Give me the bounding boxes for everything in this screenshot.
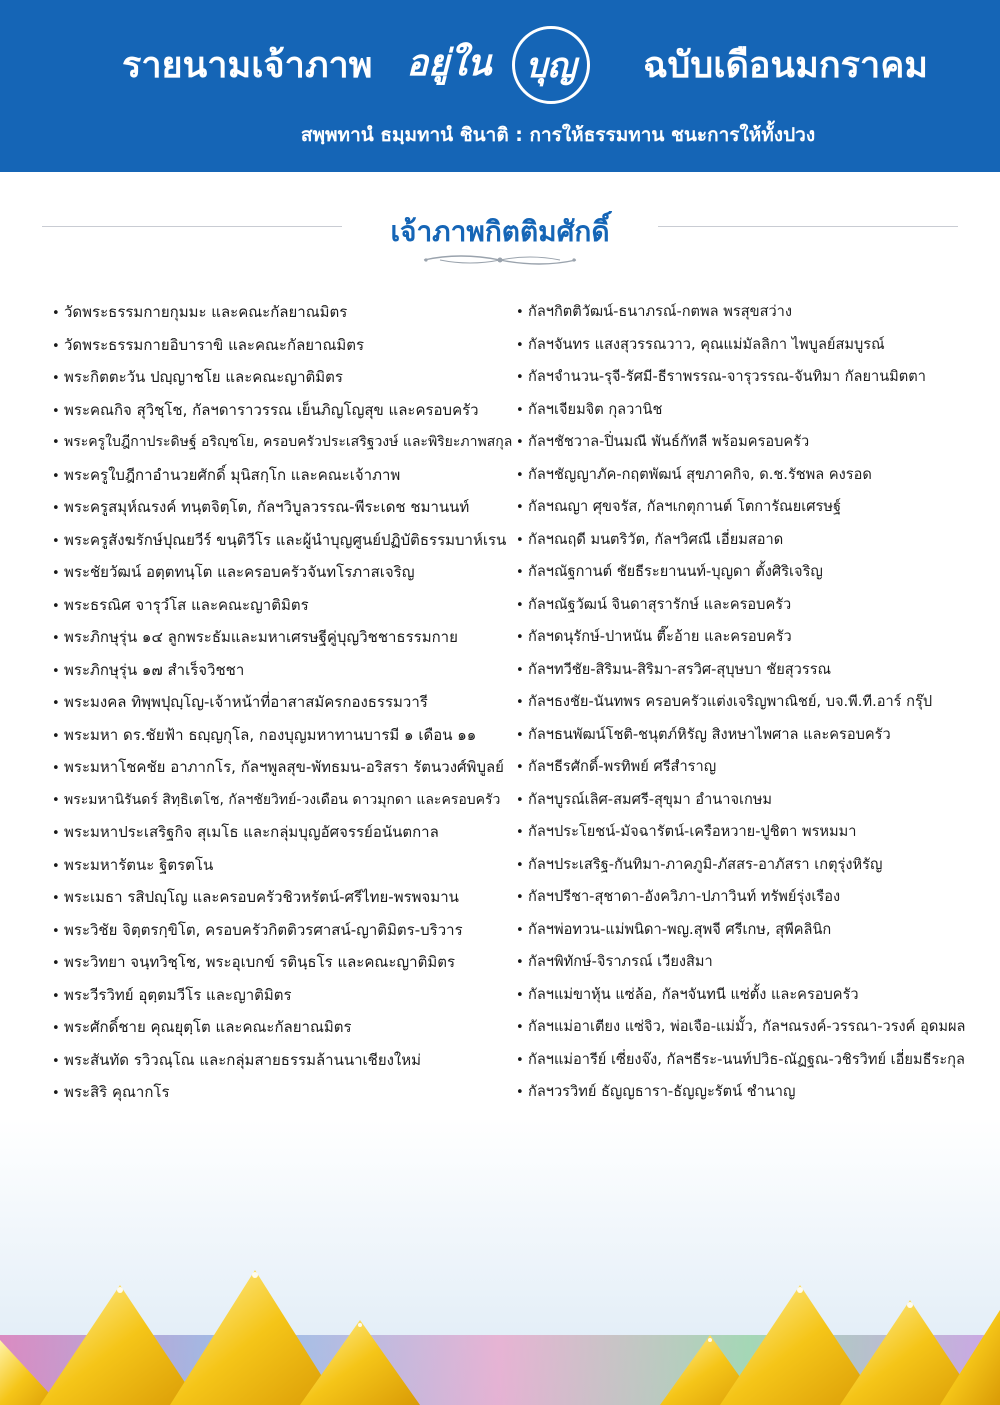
sponsor-right-name: กัลฯธีรศักดิ์-พรทิพย์ ศรีสำราญ	[528, 758, 717, 775]
sponsor-list-left	[52, 296, 514, 1109]
divider-right	[658, 226, 958, 227]
sponsor-right-name: กัลฯชัญญาภัค-กฤตพัฒน์ สุขภาคกิจ, ด.ช.รัชพล คงรอด	[528, 465, 872, 483]
sponsor-left-name: พระครูสมุห์ณรงค์ ทนฺตจิตฺโต, กัลฯวิบูลวรรณ-พีระเดช ชมานนท์	[64, 498, 470, 516]
sponsor-right-name: กัลฯบูรณ์เลิศ-สมศรี-สุขุมา อำนาจเกษม	[528, 790, 773, 808]
sponsor-left-item	[52, 621, 514, 654]
sponsor-right-name: กัลฯชัชวาล-ปิ่นมณี พันธ์กัทลี พร้อมครอบครัว	[528, 433, 810, 450]
sponsor-right-name: กัลฯธงชัย-นันทพร ครอบครัวแต่งเจริญพาณิชย์, บจ.พี.ที.อาร์ กรุ๊ป	[528, 693, 933, 710]
sponsor-left-item	[52, 524, 514, 557]
bullet-icon: •	[52, 631, 60, 646]
sponsor-left-item	[52, 784, 514, 817]
bullet-icon: •	[516, 1020, 524, 1035]
sponsor-right-item	[516, 686, 986, 719]
bullet-icon: •	[52, 533, 60, 549]
bullet-icon: •	[52, 923, 60, 939]
bullet-icon: •	[52, 468, 60, 484]
sponsor-left-name: พระชัยวัฒน์ อตฺตทนฺโต และครอบครัวจันทโรภาสเจริญ	[64, 563, 415, 581]
sponsor-right-name: กัลฯจำนวน-รุจี-รัศมี-ธีราพรรณ-จารุวรรณ-จันทิมา กัลยานมิตตา	[528, 368, 926, 385]
sponsor-left-name: พระศักดิ์ชาย คุณยุตฺโต และคณะกัลยาณมิตร	[64, 1018, 352, 1036]
ornament-flourish-icon	[420, 252, 580, 268]
sponsor-left-item	[52, 296, 514, 329]
sponsor-left-item	[52, 654, 514, 687]
sponsor-left-name: พระมงคล ทิพฺพปุญฺโญ-เจ้าหน้าที่อาสาสมัครกองธรรมวารี	[64, 693, 428, 711]
sponsor-right-name: กัลฯดนุรักษ์-ปาหนัน ตี๊ะอ้าย และครอบครัว	[528, 628, 792, 645]
sponsor-right-name: กัลฯณัฐกานต์ ชัยธีระยานนท์-บุญดา ตั้งศิริเจริญ	[528, 563, 823, 580]
bullet-icon: •	[52, 371, 60, 386]
sponsor-right-item	[516, 816, 986, 849]
bullet-icon: •	[52, 1086, 60, 1101]
sponsor-left-item	[52, 1011, 514, 1044]
sponsor-left-item	[52, 686, 514, 719]
sponsor-right-item	[516, 1011, 986, 1044]
sponsor-right-item	[516, 426, 986, 459]
sponsor-left-name: พระมหาโชคชัย อาภากโร, กัลฯพูลสุข-พัทธมน-อริสรา รัตนวงศ์พิบูลย์	[64, 758, 504, 776]
bullet-icon: •	[516, 370, 524, 385]
bullet-icon: •	[516, 467, 524, 483]
sponsor-left-item	[52, 751, 514, 784]
sponsor-right-name: กัลฯเจียมจิต กุลวานิช	[528, 400, 663, 418]
sponsor-left-name: พระเมธา รสิปญฺโญ และครอบครัวชิวหรัตน์-ศรีไทย-พรพจมาน	[64, 888, 459, 906]
sponsor-left-name: พระวีรวิทย์ อุตฺตมวีโร และญาติมิตร	[64, 985, 292, 1004]
sponsor-left-item	[52, 589, 514, 622]
sponsor-left-name: พระสันทัด รวิวณฺโณ และกลุ่มสายธรรมล้านนาเชียงใหม่	[64, 1050, 422, 1069]
bullet-icon: •	[516, 500, 524, 515]
bullet-icon: •	[52, 891, 60, 906]
logo	[390, 22, 600, 108]
sponsor-right-name: กัลฯประเสริฐ-กันทิมา-ภาคภูมิ-ภัสสร-อาภัสรา เกตุรุ่งหิรัญ	[528, 855, 883, 873]
sponsor-left-name: พระมหาประเสริฐกิจ สุเมโธ และกลุ่มบุญอัศจรรย์อนันตกาล	[64, 823, 439, 841]
sponsor-left-name: พระวิชัย จิตฺตรกฺขิโต, ครอบครัวกิตติวรศาสน์-ญาติมิตร-บริวาร	[64, 920, 463, 939]
sponsor-right-item	[516, 394, 986, 427]
sponsor-right-item	[516, 946, 986, 979]
sponsor-left-item	[52, 914, 514, 947]
sponsor-right-name: กัลฯณฤดี มนตริวัต, กัลฯวิศณี เอี่ยมสอาด	[528, 530, 784, 548]
sponsor-left-name: พระกิตตะวัน ปญฺญาชโย และคณะญาติมิตร	[64, 368, 343, 386]
bullet-icon: •	[516, 955, 524, 970]
sponsor-right-item	[516, 849, 986, 882]
sponsor-left-item	[52, 816, 514, 849]
sponsor-right-name: กัลฯพิทักษ์-จิราภรณ์ เวียงสิมา	[528, 953, 713, 970]
header-title-right: ฉบับเดือนมกราคม	[643, 45, 929, 86]
bullet-icon: •	[52, 403, 60, 419]
bullet-icon: •	[52, 306, 60, 321]
sponsor-left-item	[52, 979, 514, 1012]
header-banner	[0, 0, 1000, 172]
bullet-icon: •	[516, 402, 524, 418]
header-subtitle: สพฺพทานํ ธมฺมทานํ ชินาติ : การให้ธรรมทาน ชนะการให้ทั้งปวง	[300, 124, 816, 146]
sponsor-right-item	[516, 491, 986, 524]
bullet-icon: •	[52, 501, 60, 516]
bullet-icon: •	[52, 338, 60, 354]
bullet-icon: •	[516, 727, 524, 743]
bullet-icon: •	[516, 890, 524, 905]
bullet-icon: •	[516, 922, 524, 938]
sponsor-left-item	[52, 329, 514, 362]
bullet-icon: •	[516, 630, 524, 645]
bullet-icon: •	[516, 597, 524, 613]
bullet-icon: •	[516, 857, 524, 873]
sponsor-right-name: กัลฯประโยชน์-มัจฉารัตน์-เครือหวาย-ปูชิตา พรหมมา	[528, 823, 857, 840]
sponsor-left-item	[52, 881, 514, 914]
sponsor-left-item	[52, 361, 514, 394]
sponsor-right-name: กัลฯทวีชัย-สิริมน-สิริมา-สรวิศ-สุบุษบา ชัยสุวรรณ	[528, 660, 832, 678]
sponsor-left-item	[52, 719, 514, 752]
sponsor-left-item	[52, 556, 514, 589]
sponsor-left-name: พระคณกิจ สุวิชฺโช, กัลฯดาราวรรณ เย็นภิญโญสุข และครอบครัว	[64, 400, 479, 419]
sponsor-right-item	[516, 329, 986, 362]
sponsor-left-name: พระครูใบฎีกาอำนวยศักดิ์ มุนิสกฺโก และคณะเจ้าภาพ	[64, 465, 401, 484]
sponsor-right-item	[516, 979, 986, 1012]
sponsor-left-item	[52, 1044, 514, 1077]
sponsor-right-item	[516, 751, 986, 784]
sponsor-left-name: พระธรณิศ จารุวํโส และคณะญาติมิตร	[64, 595, 309, 614]
bullet-icon: •	[516, 337, 524, 353]
bullet-icon: •	[52, 858, 60, 874]
sponsor-right-item	[516, 459, 986, 492]
section-title: เจ้าภาพกิตติมศักดิ์	[390, 215, 610, 248]
bullet-icon: •	[516, 305, 524, 320]
bullet-icon: •	[52, 663, 60, 679]
sponsor-left-name: พระครูใบฎีกาประดิษฐ์ อริญฺชโย, ครอบครัวประเสริฐวงษ์ และพิริยะภาพสกุล	[64, 434, 513, 450]
sponsor-left-name: วัดพระธรรมกายอิบาราขิ และคณะกัลยาณมิตร	[64, 335, 365, 354]
sponsor-left-item	[52, 1076, 514, 1109]
sponsor-left-name: พระวิทยา จนฺทวิชฺโช, พระอุเบกข์ รตินฺธโร และคณะญาติมิตร	[64, 953, 456, 971]
sponsor-left-name: พระมหา ดร.ชัยฟ้า ธญฺญกุโล, กองบุญมหาทานบารมี ๑ เดือน ๑๑	[64, 725, 477, 744]
sponsor-left-item	[52, 491, 514, 524]
sponsor-right-name: กัลฯแม่อาเตียง แซ่จิว, พ่อเจือ-แม่มั้ว, กัลฯณรงค์-วรรณา-วรงค์ อุดมผล	[528, 1018, 966, 1035]
sponsor-left-name: วัดพระธรรมกายกุมมะ และคณะกัลยาณมิตร	[64, 303, 348, 321]
bullet-icon: •	[516, 565, 524, 580]
bullet-icon: •	[516, 695, 524, 710]
logo-text-2: บุญ	[525, 46, 577, 86]
sponsor-right-item	[516, 1076, 986, 1109]
bullet-icon: •	[52, 1053, 60, 1069]
sponsor-right-name: กัลฯปรีชา-สุชาดา-อังควิภา-ปภาวินท์ ทรัพย์รุ่งเรือง	[528, 888, 841, 905]
bullet-icon: •	[52, 1021, 60, 1036]
bullet-icon: •	[516, 1052, 524, 1068]
sponsor-right-item	[516, 914, 986, 947]
bullet-icon: •	[52, 826, 60, 841]
bullet-icon: •	[516, 662, 524, 678]
sponsor-left-name: พระภิกษุรุ่น ๑๗ สำเร็จวิชชา	[64, 660, 245, 679]
sponsor-right-name: กัลฯกิตติวัฒน์-ธนาภรณ์-กตพล พรสุขสว่าง	[528, 303, 793, 320]
bullet-icon: •	[52, 956, 60, 971]
sponsor-left-name: พระมหานิรันดร์ สิทฺธิเตโช, กัลฯชัยวิทย์-วงเดือน ดาวมุกดา และครอบครัว	[64, 791, 501, 808]
sponsor-right-item	[516, 1044, 986, 1077]
sponsor-right-item	[516, 654, 986, 687]
bullet-icon: •	[52, 598, 60, 614]
bullet-icon: •	[52, 792, 60, 808]
logo-text-1: อยู่ใน	[406, 42, 492, 84]
sponsor-right-name: กัลฯธนพัฒน์โชติ-ชนุตภ์หิรัญ สิงหษาไพศาล และครอบครัว	[528, 725, 891, 743]
sponsor-right-name: กัลฯแม่อารีย์ เซี่ยงจ๊ง, กัลฯธีระ-นนท์ปวิธ-ณัฏฐณ-วชิรวิทย์ เอี่ยมธีระกุล	[528, 1050, 965, 1068]
sponsor-right-item	[516, 719, 986, 752]
header-title-left: รายนามเจ้าภาพ	[122, 45, 373, 86]
sponsor-right-name: กัลฯแม่ขาหุ้น แซ่ล้อ, กัลฯจันทนี แซ่ตั้ง และครอบครัว	[528, 985, 859, 1003]
bullet-icon: •	[516, 825, 524, 840]
sponsor-right-item	[516, 621, 986, 654]
sponsor-right-name: กัลฯวรวิทย์ ธัญญธารา-ธัญญะรัตน์ ชำนาญ	[528, 1083, 796, 1100]
bullet-icon: •	[516, 435, 524, 450]
bullet-icon: •	[52, 988, 60, 1004]
pagoda-crowd-illustration	[0, 1120, 1000, 1405]
bullet-icon: •	[516, 1085, 524, 1100]
sponsor-left-name: พระภิกษุรุ่น ๑๔ ลูกพระธัมและมหาเศรษฐีคู่บุญวิชชาธรรมกาย	[64, 628, 458, 646]
bullet-icon: •	[52, 761, 60, 776]
bullet-icon: •	[52, 728, 60, 744]
sponsor-left-name: พระมหารัตนะ ฐิตรตโน	[64, 855, 214, 874]
sponsor-left-name: พระครูสังฆรักษ์ปุณยวีร์ ขนฺติวีโร และผู้นำบุญศูนย์ปฏิบัติธรรมบาห์เรน	[64, 530, 507, 549]
sponsor-right-item	[516, 556, 986, 589]
sponsor-right-item	[516, 784, 986, 817]
bullet-icon: •	[52, 696, 60, 711]
bullet-icon: •	[516, 792, 524, 808]
bullet-icon: •	[516, 532, 524, 548]
bullet-icon: •	[52, 566, 60, 581]
bullet-icon: •	[52, 435, 60, 450]
sponsor-right-item	[516, 524, 986, 557]
sponsor-right-item	[516, 361, 986, 394]
sponsor-right-item	[516, 881, 986, 914]
sponsor-left-item	[52, 394, 514, 427]
sponsor-right-name: กัลฯณญา ศุขจรัส, กัลฯเกตุกานต์ โตการัณยเศรษฐ์	[528, 498, 842, 515]
sponsor-right-name: กัลฯจันทร แสงสุวรรณวาว, คุณแม่มัลลิกา ไพบูลย์สมบูรณ์	[528, 335, 885, 353]
sponsor-right-name: กัลฯณัฐวัฒน์ จินดาสุรารักษ์ และครอบครัว	[528, 595, 792, 613]
sponsor-left-item	[52, 946, 514, 979]
sponsor-left-item	[52, 459, 514, 492]
bullet-icon: •	[516, 987, 524, 1003]
sponsor-left-name: พระสิริ คุณากโร	[64, 1083, 170, 1101]
sponsor-right-item	[516, 296, 986, 329]
bullet-icon: •	[516, 760, 524, 775]
sponsor-left-item	[52, 849, 514, 882]
sponsor-left-item	[52, 426, 514, 459]
sponsor-right-item	[516, 589, 986, 622]
sponsor-list-right	[516, 296, 986, 1109]
sponsor-right-name: กัลฯพ่อทวน-แม่พนิดา-พญ.สุพจี ศรีเกษ, สุพีคลินิก	[528, 920, 832, 938]
divider-left	[42, 226, 342, 227]
